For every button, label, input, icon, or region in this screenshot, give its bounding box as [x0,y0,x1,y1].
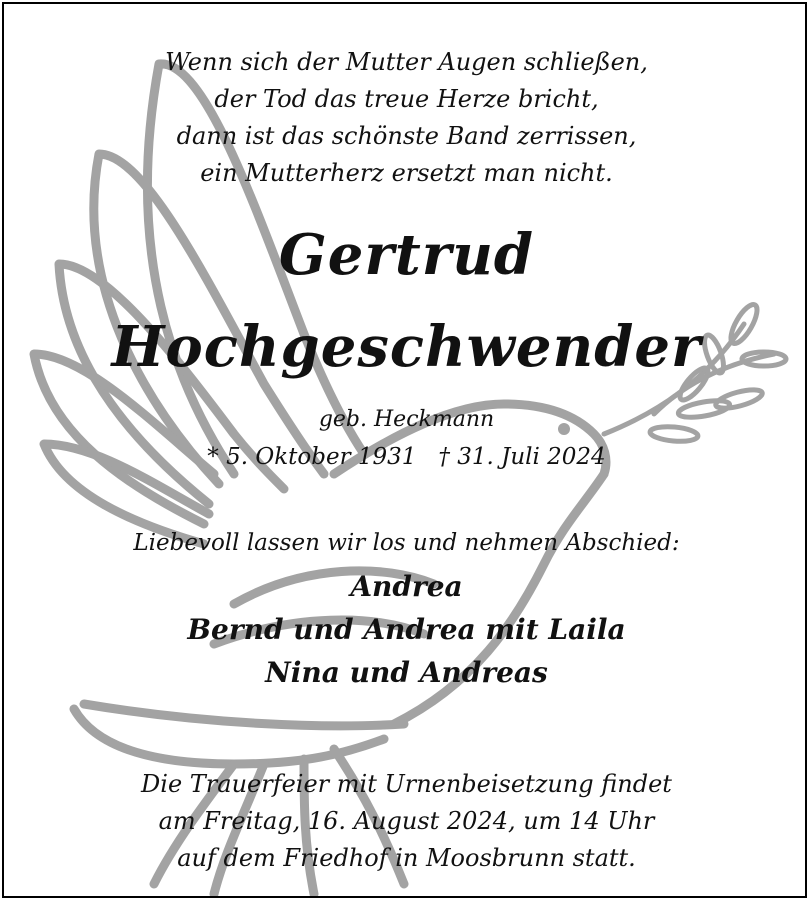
poem-line-4: ein Mutterherz ersetzt man nicht. [200,159,613,187]
service-line-2: am Freitag, 16. August 2024, um 14 Uhr [158,807,655,835]
family-member-1: Andrea [350,570,463,603]
family-member-3: Nina und Andreas [265,656,548,689]
obituary-frame [2,2,807,898]
deceased-first-name: Gertrud [278,222,535,288]
life-dates [4,444,807,470]
poem-line-1: Wenn sich der Mutter Augen schließen, [165,48,648,76]
birth-date: * 5. Oktober 1931 [207,444,417,470]
birth-name: geb. Heckmann [318,407,495,432]
service-line-1: Die Trauerfeier mit Urnenbeisetzung findet [141,770,672,798]
poem-line-2: der Tod das treue Herze bricht, [214,85,599,113]
service-line-3: auf dem Friedhof in Moosbrunn statt. [177,844,636,872]
family-member-2: Bernd und Andrea mit Laila [187,613,626,646]
deceased-last-name: Hochgeschwender [111,314,702,380]
family-intro: Liebevoll lassen wir los und nehmen Abschied: [133,530,680,556]
obituary-content [4,4,807,898]
poem-line-3: dann ist das schönste Band zerrissen, [176,122,637,150]
death-date: † 31. Juli 2024 [438,444,606,470]
